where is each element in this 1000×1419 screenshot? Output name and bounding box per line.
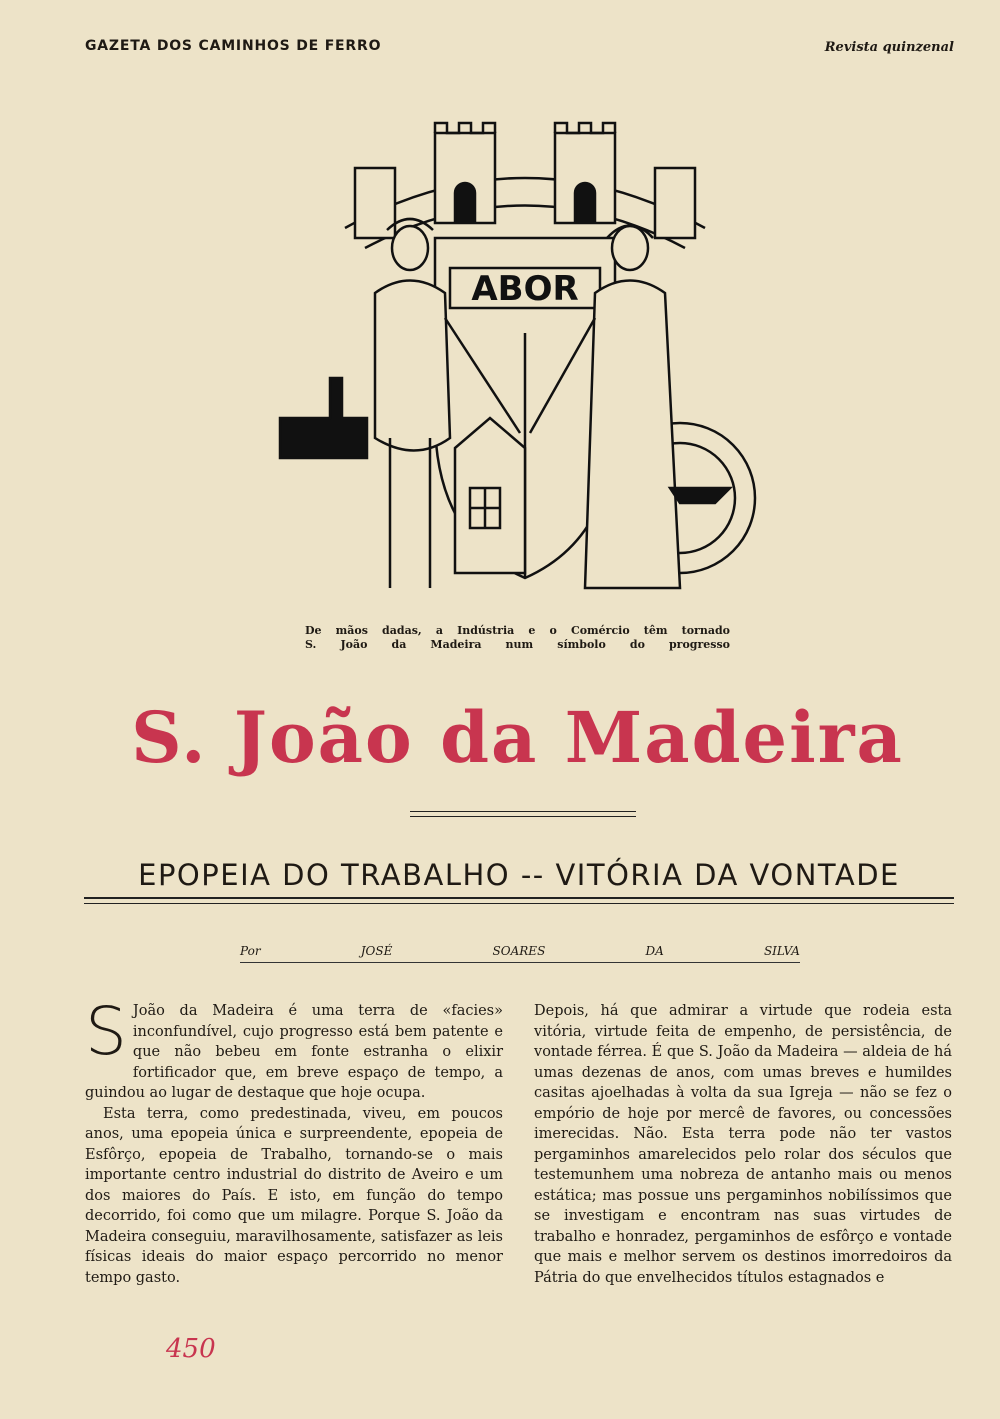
publication-title: GAZETA DOS CAMINHOS DE FERRO bbox=[85, 38, 382, 54]
banner-text: ABOR bbox=[471, 269, 579, 309]
article-byline bbox=[240, 944, 800, 963]
byline-word: Por bbox=[240, 944, 261, 958]
byline-word: JOSÉ bbox=[360, 944, 393, 958]
anvil-icon bbox=[670, 488, 730, 503]
factory-icon bbox=[280, 378, 367, 458]
caption-line-1: De mãos dadas, a Indústria e o Comércio têm tornado bbox=[305, 624, 730, 637]
paragraph: Depois, há que admirar a virtude que rodeia esta vitória, virtude feita de empenho, de persistência, de vontade férrea. É que S. João da Madeira — aldeia de há umas dezenas de anos, com umas breves e humildes casitas ajoelhadas à volta da sua Igreja — não se fez o empório de hoje por mercê de favores, ou concessões imerecidas. Não. Esta terra pode não ter vastos pergaminhos amarelecidos pelo rolar dos séculos que testemunhem uma nobreza de antanho mais ou menos estática; mas possue uns pergaminhos nobilíssimos que se investigam e encontram nas suas virtudes de trabalho e honradez, pergaminhos de esfôrço e vontade que mais e melhor servem os destinos imorredoiros da Pátria do que envelhecidos títulos estagnados e bbox=[534, 1003, 952, 1286]
paragraph: S João da Madeira é uma terra de «facies» inconfundível, cujo progresso está bem patente e que não bebeu em fonte estranha o elixir fortificador que, em breve espaço de tempo, a guindou ao lugar de destaque que hoje ocupa. bbox=[85, 993, 503, 1101]
byline-word: SOARES bbox=[492, 944, 546, 958]
article-title: S. João da Madeira bbox=[131, 696, 904, 779]
drop-cap: S bbox=[85, 993, 127, 1070]
byline-word: SILVA bbox=[763, 944, 800, 958]
article-subtitle: EPOPEIA DO TRABALHO -- VITÓRIA DA VONTADE bbox=[138, 858, 900, 892]
illustration-caption bbox=[305, 624, 730, 652]
title-divider bbox=[410, 811, 636, 817]
page-number: 450 bbox=[166, 1334, 216, 1364]
publication-frequency: Revista quinzenal bbox=[824, 40, 954, 55]
article-column-right bbox=[534, 1001, 952, 1288]
article-column-left bbox=[85, 993, 503, 1288]
subtitle-divider bbox=[84, 897, 954, 904]
coat-of-arms-illustration bbox=[275, 118, 770, 618]
paragraph: Esta terra, como predestinada, viveu, em poucos anos, uma epopeia única e surpreendente, epopeia de Esfôrço, epopeia de Trabalho, tornando-se o mais importante centro industrial do distrito de Aveiro e um dos maiores do País. E isto, em função do tempo decorrido, foi como que um milagre. Porque S. João da Madeira conseguiu, maravilhosamente, satisfazer as leis físicas ideais do maior espaço percorrido no menor tempo gasto. bbox=[85, 1105, 503, 1286]
byline-word: DA bbox=[645, 944, 664, 958]
caption-line-2: S. João da Madeira num símbolo do progresso bbox=[305, 638, 730, 651]
